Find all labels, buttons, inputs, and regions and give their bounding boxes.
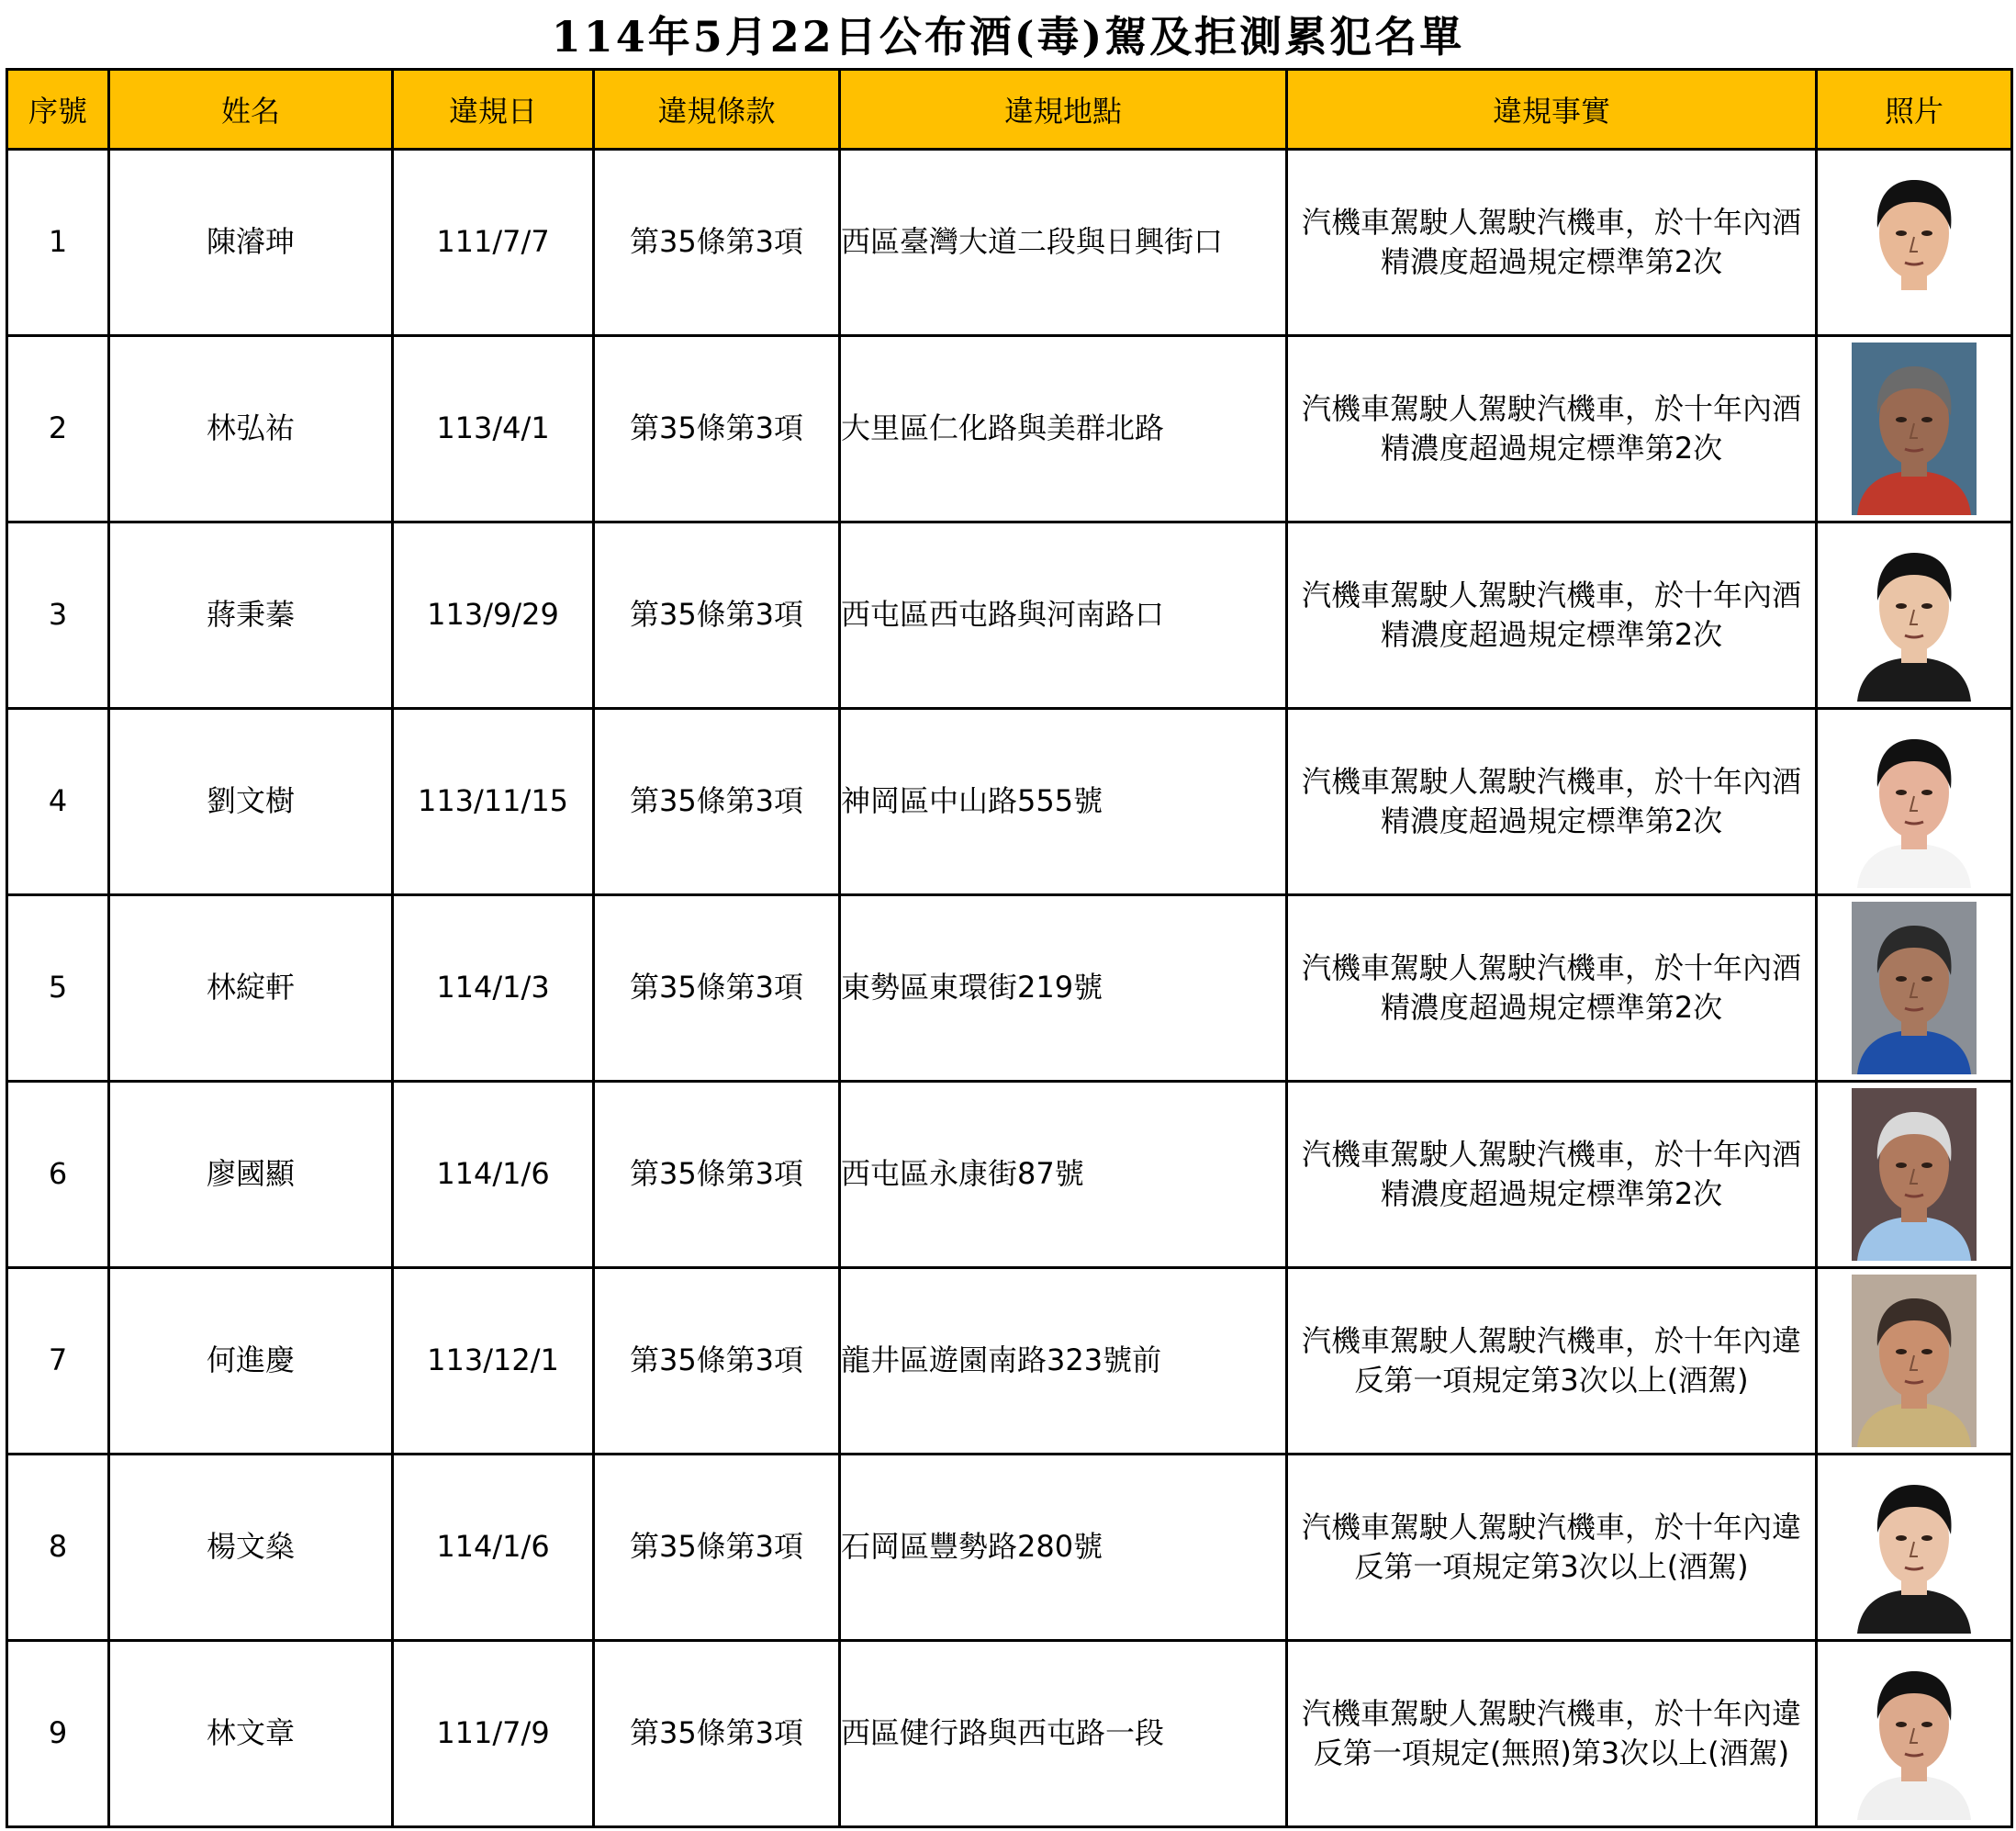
name-cell: 林綻軒 [109,895,393,1082]
violation-location-cell: 神岡區中山路555號 [840,709,1287,895]
photo-cell [1817,150,2012,336]
violation-date-cell: 113/4/1 [393,336,594,522]
violation-fact-cell: 汽機車駕駛人駕駛汽機車，於十年內酒精濃度超過規定標準第2次 [1287,522,1817,709]
photo-cell [1817,336,2012,522]
table-row [7,709,2012,895]
serial-number-cell: 9 [7,1641,109,1827]
portrait-photo [1852,529,1977,702]
violation-location-cell: 西屯區永康街87號 [840,1082,1287,1268]
header-serial-number: 序號 [7,70,109,150]
name-cell: 廖國顯 [109,1082,393,1268]
name-cell: 劉文樹 [109,709,393,895]
violation-location-cell: 西區臺灣大道二段與日興街口 [840,150,1287,336]
photo-cell [1817,1455,2012,1641]
table-row [7,522,2012,709]
violation-fact-cell: 汽機車駕駛人駕駛汽機車，於十年內酒精濃度超過規定標準第2次 [1287,150,1817,336]
violation-clause-cell: 第35條第3項 [594,895,840,1082]
header-violation-location: 違規地點 [840,70,1287,150]
violation-clause-cell: 第35條第3項 [594,1455,840,1641]
violation-fact-cell: 汽機車駕駛人駕駛汽機車，於十年內酒精濃度超過規定標準第2次 [1287,1082,1817,1268]
violation-fact-cell: 汽機車駕駛人駕駛汽機車，於十年內違反第一項規定第3次以上(酒駕) [1287,1455,1817,1641]
name-cell: 林弘祐 [109,336,393,522]
table-header-row [7,70,2012,150]
portrait-photo [1852,1275,1977,1447]
violation-location-cell: 大里區仁化路與美群北路 [840,336,1287,522]
portrait-photo [1852,343,1977,515]
violation-fact-cell: 汽機車駕駛人駕駛汽機車，於十年內違反第一項規定第3次以上(酒駕) [1287,1268,1817,1455]
portrait-photo [1852,1461,1977,1634]
name-cell: 陳濬珅 [109,150,393,336]
serial-number-cell: 8 [7,1455,109,1641]
violation-date-cell: 114/1/6 [393,1455,594,1641]
violation-location-cell: 西區健行路與西屯路一段 [840,1641,1287,1827]
violation-clause-cell: 第35條第3項 [594,1641,840,1827]
serial-number-cell: 6 [7,1082,109,1268]
serial-number-cell: 1 [7,150,109,336]
serial-number-cell: 2 [7,336,109,522]
violation-clause-cell: 第35條第3項 [594,522,840,709]
violation-location-cell: 龍井區遊園南路323號前 [840,1268,1287,1455]
violation-fact-cell: 汽機車駕駛人駕駛汽機車，於十年內酒精濃度超過規定標準第2次 [1287,709,1817,895]
violation-clause-cell: 第35條第3項 [594,336,840,522]
table-row [7,1641,2012,1827]
violation-location-cell: 東勢區東環街219號 [840,895,1287,1082]
header-name: 姓名 [109,70,393,150]
table-row [7,1082,2012,1268]
document-title: 114年5月22日公布酒(毒)駕及拒測累犯名單 [551,12,1465,62]
portrait-photo [1852,1647,1977,1820]
violation-fact-cell: 汽機車駕駛人駕駛汽機車，於十年內酒精濃度超過規定標準第2次 [1287,895,1817,1082]
photo-cell [1817,522,2012,709]
violation-date-cell: 111/7/7 [393,150,594,336]
photo-cell [1817,895,2012,1082]
violation-date-cell: 113/12/1 [393,1268,594,1455]
photo-cell [1817,1082,2012,1268]
portrait-photo [1852,1088,1977,1261]
header-violation-date: 違規日 [393,70,594,150]
violation-fact-cell: 汽機車駕駛人駕駛汽機車，於十年內違反第一項規定(無照)第3次以上(酒駕) [1287,1641,1817,1827]
serial-number-cell: 4 [7,709,109,895]
table-row [7,150,2012,336]
photo-cell [1817,1641,2012,1827]
table-body [7,150,2012,1827]
violation-clause-cell: 第35條第3項 [594,709,840,895]
portrait-photo [1852,156,1977,329]
violation-date-cell: 111/7/9 [393,1641,594,1827]
serial-number-cell: 5 [7,895,109,1082]
header-photo: 照片 [1817,70,2012,150]
photo-cell [1817,1268,2012,1455]
table-row [7,336,2012,522]
name-cell: 林文章 [109,1641,393,1827]
violation-clause-cell: 第35條第3項 [594,1082,840,1268]
name-cell: 何進慶 [109,1268,393,1455]
name-cell: 楊文燊 [109,1455,393,1641]
violation-location-cell: 西屯區西屯路與河南路口 [840,522,1287,709]
name-cell: 蔣秉蓁 [109,522,393,709]
violation-clause-cell: 第35條第3項 [594,1268,840,1455]
violation-date-cell: 113/9/29 [393,522,594,709]
violation-location-cell: 石岡區豐勢路280號 [840,1455,1287,1641]
portrait-photo [1852,715,1977,888]
violation-date-cell: 114/1/3 [393,895,594,1082]
serial-number-cell: 7 [7,1268,109,1455]
portrait-photo [1852,902,1977,1074]
violation-date-cell: 114/1/6 [393,1082,594,1268]
table-row [7,1268,2012,1455]
table-row [7,1455,2012,1641]
serial-number-cell: 3 [7,522,109,709]
violation-clause-cell: 第35條第3項 [594,150,840,336]
header-violation-clause: 違規條款 [594,70,840,150]
photo-cell [1817,709,2012,895]
violation-fact-cell: 汽機車駕駛人駕駛汽機車，於十年內酒精濃度超過規定標準第2次 [1287,336,1817,522]
table-row [7,895,2012,1082]
offender-table [6,68,2013,1828]
header-violation-fact: 違規事實 [1287,70,1817,150]
violation-date-cell: 113/11/15 [393,709,594,895]
